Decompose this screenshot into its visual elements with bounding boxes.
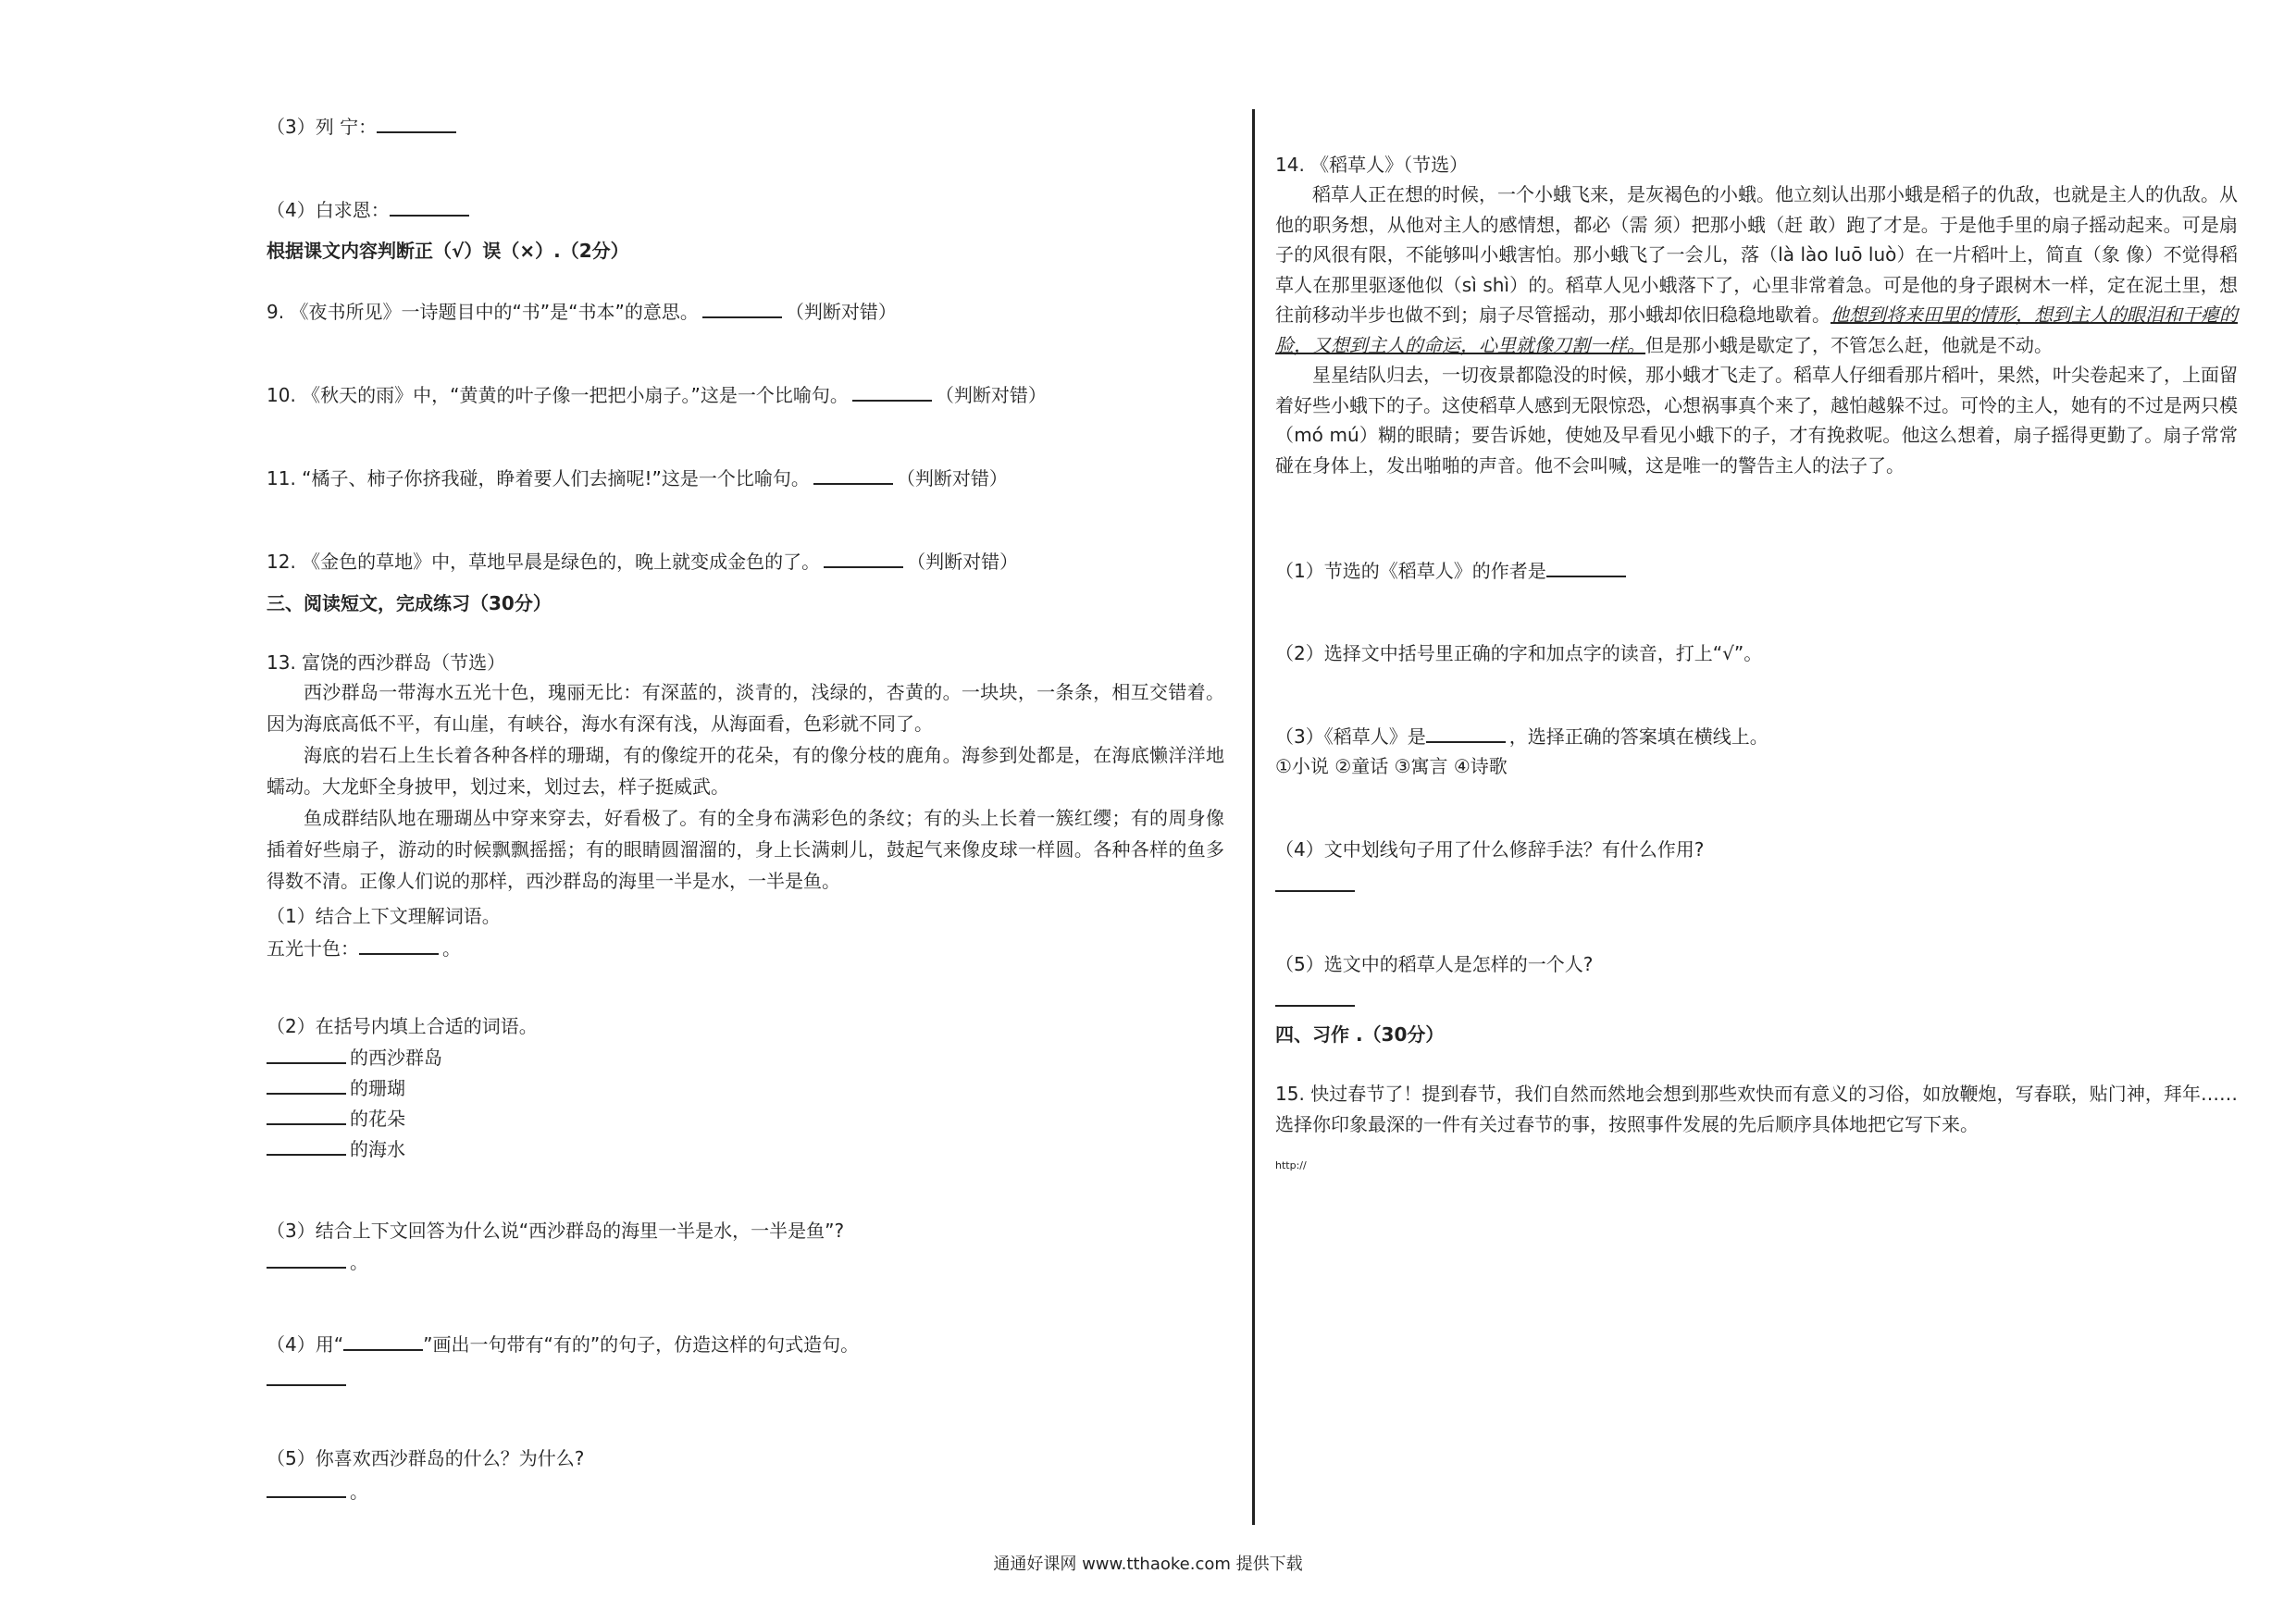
- q13-title: 13. 富饶的西沙群岛（节选）: [267, 651, 506, 674]
- q13-1-answer-line: [267, 935, 461, 961]
- q14-passage: [1275, 180, 2238, 480]
- judge-hint: （判断对错）: [896, 467, 1008, 489]
- answer-blank[interactable]: [824, 548, 903, 568]
- q13-2-item-text: 的珊瑚: [350, 1077, 405, 1099]
- q13-paragraph-3: 鱼成群结队地在珊瑚丛中穿来穿去，好看极了。有的全身布满彩色的条纹；有的头上长着一簇红缨；有的周身像插着好些扇子，游动的时候飘飘摇摇；有的眼睛圆溜溜的，身上长满刺儿，鼓起气来像皮球一样圆。各种各样的鱼多得数不清。正像人们说的那样，西沙群岛的海里一半是水，一半是鱼。: [267, 807, 1224, 892]
- answer-blank[interactable]: [1546, 557, 1626, 577]
- q12-text: 12. 《金色的草地》中，草地早晨是绿色的，晚上就变成金色的了。: [267, 551, 821, 573]
- answer-blank[interactable]: [702, 298, 782, 318]
- q13-paragraph-2: 海底的岩石上生长着各种各样的珊瑚，有的像绽开的花朵，有的像分枝的鹿角。海参到处都是，在海底懒洋洋地蠕动。大龙虾全身披甲，划过来，划过去，样子挺威武。: [267, 744, 1224, 798]
- q14-underlined-sentence: 他想到将来田里的情形，想到主人的眼泪和干瘪的脸，又想到主人的命运，心里就像刀割一样。: [1275, 304, 2238, 356]
- q10-line: [267, 381, 1047, 408]
- q14-5: （5）选文中的稻草人是怎样的一个人?: [1275, 953, 1594, 975]
- q13-2-item-text: 的西沙群岛: [350, 1047, 442, 1069]
- q13-5-answer-line: [267, 1478, 368, 1505]
- q14-paragraph-1-tail: 但是那小蛾是歇定了，不管怎么赶，他就是不动。: [1645, 333, 2053, 356]
- q13-4-line: [267, 1331, 859, 1357]
- answer-blank[interactable]: [343, 1331, 423, 1351]
- answer-blank[interactable]: [267, 1044, 346, 1064]
- q13-4-text-a: （4）用“: [267, 1333, 344, 1356]
- q13-1: （1）结合上下文理解词语。: [267, 905, 501, 927]
- section4-title: 四、习作 .（30分）: [1275, 1023, 1445, 1046]
- q14-4: （4）文中划线句子用了什么修辞手法？有什么作用?: [1275, 838, 1705, 861]
- answer-blank[interactable]: [267, 1248, 346, 1269]
- q14-1-text: （1）节选的《稻草人》的作者是: [1275, 560, 1546, 582]
- q4-label: （4）白求恩：: [267, 199, 390, 221]
- answer-blank[interactable]: [1426, 723, 1506, 743]
- q13-5: （5）你喜欢西沙群岛的什么？为什么?: [267, 1447, 585, 1469]
- q15-prompt: 15. 快过春节了！提到春节，我们自然而然地会想到那些欢快而有意义的习俗，如放鞭炮，写春联，贴门神，拜年……选择你印象最深的一件有关过春节的事，按照事件发展的先后顺序具体地把它写下来。: [1275, 1083, 2238, 1135]
- q13-3-answer-line: [267, 1248, 368, 1275]
- footer-credit: 通通好课网 www.tthaoke.com 提供下载: [993, 1555, 1303, 1574]
- section3-title: 三、阅读短文，完成练习（30分）: [267, 592, 552, 614]
- q13-2: （2）在括号内填上合适的词语。: [267, 1015, 538, 1037]
- q14-paragraph-2: 星星结队归去，一切夜景都隐没的时候，那小蛾才飞走了。稻草人仔细看那片稻叶，果然，叶尖卷起来了，上面留着好些小蛾下的子。这使稻草人感到无限惊恐，心想祸事真个来了，越怕越躲不过。可怜的主人，她有的不过是两只模（mó mú）糊的眼睛；要告诉她，使她及早看见小蛾下的子，才有挽救呢。他这么想着，扇子摇得更勤了。扇子常常碰在身体上，发出啪啪的声音。他不会叫喊，这是唯一的警告主人的法子了。: [1275, 364, 2238, 477]
- q10-text: 10. 《秋天的雨》中，“黄黄的叶子像一把把小扇子。”这是一个比喻句。: [267, 384, 849, 406]
- judge-hint: （判断对错）: [785, 301, 897, 323]
- judge-hint: （判断对错）: [935, 384, 1047, 406]
- q14-3-text-a: （3）《稻草人》是: [1275, 725, 1426, 748]
- q15-text: [1275, 1079, 2238, 1140]
- answer-blank[interactable]: [267, 1478, 346, 1498]
- q14-3-options: ①小说 ②童话 ③寓言 ④诗歌: [1275, 755, 1508, 777]
- answer-blank[interactable]: [852, 381, 932, 402]
- q13-4-text-b: ”画出一句带有“有的”的句子，仿造这样的句式造句。: [423, 1333, 860, 1356]
- q9-line: [267, 298, 897, 325]
- q3-line: [267, 113, 460, 140]
- q14-title: 14. 《稻草人》（节选）: [1275, 154, 1469, 176]
- q13-3: （3）结合上下文回答为什么说“西沙群岛的海里一半是水，一半是鱼”?: [267, 1220, 845, 1242]
- q4-line: [267, 196, 473, 223]
- period: 。: [350, 1251, 368, 1273]
- answer-blank[interactable]: [1275, 1003, 1355, 1007]
- q14-paragraph-1-text: 稻草人正在想的时候，一个小蛾飞来，是灰褐色的小蛾。他立刻认出那小蛾是稻子的仇敌，也就是主人的仇敌。从他的职务想，从他对主人的感情想，都必（需 须）把那小蛾（赶 敢）跑了才是。于是他手里的扇子摇动起来。可是扇子的风很有限，不能够叫小蛾害怕。那小蛾飞了一会儿，落（là lào luō luò）在一片稻叶上，简直（象 像）不觉得稻草人在那里驱逐他似（sì shì）的。稻草人见小蛾落下了，心里非常着急。可是他的身子跟树木一样，定在泥土里，想往前移动半步也做不到；扇子尽管摇动，那小蛾却依旧稳稳地歇着。: [1275, 183, 2238, 326]
- answer-blank[interactable]: [390, 196, 469, 217]
- url-text: http://: [1275, 1159, 1307, 1171]
- q14-3-text-b: ，选择正确的答案填在横线上。: [1508, 725, 1769, 748]
- period: 。: [350, 1481, 368, 1503]
- q11-line: [267, 465, 1008, 491]
- answer-blank[interactable]: [267, 1105, 346, 1125]
- period: 。: [442, 937, 461, 960]
- q14-paragraph-1: [1275, 180, 2238, 360]
- q13-2-item-text: 的花朵: [350, 1108, 405, 1130]
- answer-blank[interactable]: [267, 1074, 346, 1095]
- answer-blank[interactable]: [267, 1382, 346, 1386]
- answer-blank[interactable]: [1275, 888, 1355, 892]
- q13-2-item: [267, 1074, 405, 1101]
- q13-2-item-text: 的海水: [350, 1138, 405, 1160]
- answer-blank[interactable]: [267, 1135, 346, 1156]
- answer-blank[interactable]: [377, 113, 456, 133]
- q13-2-item: [267, 1135, 405, 1162]
- judge-hint: （判断对错）: [907, 551, 1019, 573]
- q11-text: 11. “橘子、柿子你挤我碰，睁着要人们去摘呢!”这是一个比喻句。: [267, 467, 810, 489]
- q13-1-word: 五光十色：: [267, 937, 359, 960]
- q14-1-line: [1275, 557, 1630, 584]
- section2-title: 根据课文内容判断正（√）误（×）.（2分）: [267, 240, 629, 262]
- q3-label: （3）列 宁：: [267, 116, 378, 138]
- q13-paragraph-1: 西沙群岛一带海水五光十色，瑰丽无比：有深蓝的，淡青的，浅绿的，杏黄的。一块块，一条条，相互交错着。因为海底高低不平，有山崖，有峡谷，海水有深有浅，从海面看，色彩就不同了。: [267, 681, 1224, 735]
- q13-passage: [267, 676, 1224, 897]
- q14-2: （2）选择文中括号里正确的字和加点字的读音，打上“√”。: [1275, 642, 1763, 664]
- q13-2-item: [267, 1044, 442, 1071]
- q13-2-item: [267, 1105, 405, 1132]
- answer-blank[interactable]: [813, 465, 893, 485]
- q12-line: [267, 548, 1018, 575]
- column-divider: [1252, 109, 1255, 1525]
- q9-text: 9. 《夜书所见》一诗题目中的“书”是“书本”的意思。: [267, 301, 699, 323]
- q14-3-line: [1275, 723, 1769, 750]
- answer-blank[interactable]: [359, 935, 439, 955]
